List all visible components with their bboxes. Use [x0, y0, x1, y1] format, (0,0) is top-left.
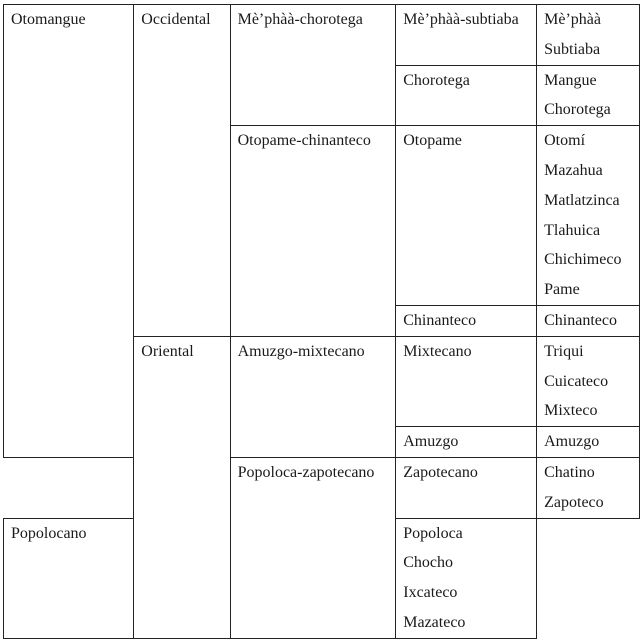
group-cell: [396, 336, 537, 426]
language-name: Zapoteco: [544, 493, 604, 511]
language-name: Cuicateco: [544, 372, 609, 390]
language-name: Mè’phàà: [544, 11, 601, 28]
language-name: Popoloca: [403, 524, 463, 542]
language-name: Mixteco: [544, 402, 598, 420]
language-name: Subtiaba: [544, 40, 601, 58]
language-name: Otomí: [544, 132, 586, 150]
group-cell: [396, 427, 537, 458]
language-name: Ixcateco: [403, 584, 458, 602]
group-name: Amuzgo: [403, 433, 459, 451]
language-name: Mazateco: [403, 613, 466, 631]
subgroup-cell: [230, 5, 396, 126]
language-classification-table: [3, 4, 640, 639]
branch-cell: [134, 5, 230, 337]
language-name: Chichimeco: [544, 251, 622, 269]
group-cell: [4, 518, 134, 638]
subgroup-cell: [230, 336, 396, 457]
languages-cell: [537, 336, 640, 426]
group-name: Mixtecano: [403, 342, 472, 360]
languages-cell: [537, 305, 640, 336]
group-cell: [396, 126, 537, 306]
subgroup-name: Otopame-chinanteco: [237, 132, 371, 150]
subgroup-cell: [230, 457, 396, 638]
language-name: Chocho: [403, 554, 454, 572]
language-name: Chatino: [544, 463, 595, 481]
language-name: Mazahua: [544, 161, 603, 179]
group-cell: [396, 305, 537, 336]
family-cell: [4, 5, 134, 458]
languages-cell: [537, 5, 640, 66]
branch-name: Occidental: [141, 11, 211, 28]
branch-cell: [134, 336, 230, 638]
language-name: Mangue: [544, 71, 597, 89]
subgroup-cell: [230, 126, 396, 337]
languages-cell: [537, 457, 640, 518]
language-name: Chorotega: [544, 101, 611, 119]
language-name: Amuzgo: [544, 433, 600, 451]
group-cell: [396, 457, 537, 518]
family-name: Otomangue: [11, 11, 86, 28]
languages-cell: [537, 65, 640, 126]
group-name: Chorotega: [403, 71, 470, 89]
language-name: Chinanteco: [544, 311, 617, 329]
group-name: Otopame: [403, 132, 462, 150]
group-name: Zapotecano: [403, 463, 478, 481]
subgroup-name: Popoloca-zapotecano: [237, 463, 375, 481]
group-cell: [396, 5, 537, 66]
subgroup-name: Mè’phàà-chorotega: [237, 11, 363, 28]
languages-cell: [537, 427, 640, 458]
language-name: Triqui: [544, 342, 584, 360]
branch-name: Oriental: [141, 342, 194, 360]
language-name: Tlahuica: [544, 221, 601, 239]
group-name: Popolocano: [11, 524, 87, 542]
languages-cell: [537, 126, 640, 306]
group-name: Mè’phàà-subtiaba: [403, 11, 519, 28]
language-name: Matlatzinca: [544, 191, 620, 209]
language-name: Pame: [544, 281, 580, 299]
subgroup-name: Amuzgo-mixtecano: [237, 342, 365, 360]
group-cell: [396, 65, 537, 126]
languages-cell: [396, 518, 537, 638]
group-name: Chinanteco: [403, 311, 477, 329]
